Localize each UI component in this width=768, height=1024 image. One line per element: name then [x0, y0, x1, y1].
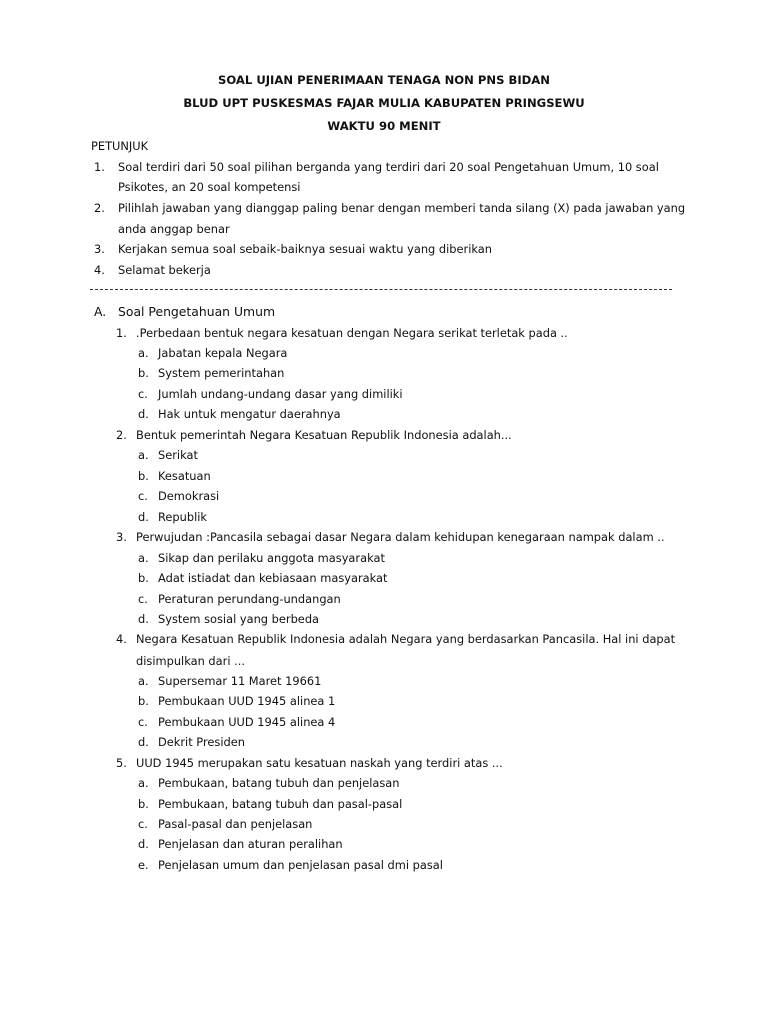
option-text: Demokrasi	[158, 489, 220, 503]
option-letter: b.	[138, 797, 149, 811]
option-text: Pembukaan, batang tubuh dan penjelasan	[158, 776, 400, 790]
petunjuk-number: 1.	[94, 160, 105, 174]
option-text: Pembukaan UUD 1945 alinea 4	[158, 715, 336, 729]
option-letter: a.	[138, 346, 149, 360]
question-text: Bentuk pemerintah Negara Kesatuan Republik Indonesia adalah...	[136, 428, 512, 442]
question-number: 2.	[116, 428, 127, 442]
petunjuk-line: Pilihlah jawaban yang dianggap paling benar dengan memberi tanda silang (X) pada jawaban yang	[118, 201, 686, 215]
petunjuk-number: 3.	[94, 242, 105, 256]
option-text: Sikap dan perilaku anggota masyarakat	[158, 551, 385, 565]
option-text: Supersemar 11 Maret 19661	[158, 674, 322, 688]
option-letter: e.	[138, 858, 149, 872]
option-letter: c.	[138, 817, 148, 831]
question-text: Negara Kesatuan Republik Indonesia adalah Negara yang berdasarkan Pancasila. Hal ini dapat	[136, 632, 676, 646]
doc-title-line-1: SOAL UJIAN PENERIMAAN TENAGA NON PNS BIDAN	[218, 73, 550, 87]
question-number: 3.	[116, 530, 127, 544]
petunjuk-number: 2.	[94, 201, 105, 215]
section-letter: A.	[94, 304, 107, 319]
option-text: Jabatan kepala Negara	[158, 346, 288, 360]
option-letter: a.	[138, 674, 149, 688]
doc-title-line-2: BLUD UPT PUSKESMAS FAJAR MULIA KABUPATEN PRINGSEWU	[183, 96, 585, 110]
option-text: Dekrit Presiden	[158, 735, 245, 749]
option-text: Kesatuan	[158, 469, 211, 483]
section-title: Soal Pengetahuan Umum	[118, 304, 276, 319]
option-text: Republik	[158, 510, 208, 524]
petunjuk-heading: PETUNJUK	[91, 139, 149, 153]
petunjuk-line: Soal terdiri dari 50 soal pilihan berganda yang terdiri dari 20 soal Pengetahuan Umum, 10 soal	[118, 160, 659, 174]
petunjuk-line: Psikotes, an 20 soal kompetensi	[118, 180, 301, 194]
option-text: Pembukaan, batang tubuh dan pasal-pasal	[158, 797, 403, 811]
petunjuk-line: anda anggap benar	[118, 222, 230, 236]
option-letter: d.	[138, 510, 149, 524]
option-letter: c.	[138, 715, 148, 729]
option-letter: b.	[138, 571, 149, 585]
option-letter: b.	[138, 366, 149, 380]
question-text: Perwujudan :Pancasila sebagai dasar Negara dalam kehidupan kenegaraan nampak dalam ..	[136, 530, 665, 544]
question-number: 4.	[116, 632, 127, 646]
petunjuk-line: Kerjakan semua soal sebaik-baiknya sesuai waktu yang diberikan	[118, 242, 492, 256]
option-letter: c.	[138, 592, 148, 606]
option-text: Pembukaan UUD 1945 alinea 1	[158, 694, 336, 708]
option-letter: d.	[138, 407, 149, 421]
option-text: Adat istiadat dan kebiasaan masyarakat	[158, 571, 388, 585]
option-letter: c.	[138, 387, 148, 401]
option-letter: d.	[138, 735, 149, 749]
question-number: 1.	[116, 326, 127, 340]
option-letter: d.	[138, 612, 149, 626]
option-letter: a.	[138, 551, 149, 565]
option-text: Penjelasan dan aturan peralihan	[158, 837, 343, 851]
option-letter: b.	[138, 469, 149, 483]
question-text: UUD 1945 merupakan satu kesatuan naskah yang terdiri atas ...	[136, 756, 503, 770]
option-text: Pasal-pasal dan penjelasan	[158, 817, 313, 831]
question-text: disimpulkan dari ...	[136, 654, 245, 668]
option-text: System sosial yang berbeda	[158, 612, 320, 626]
option-letter: b.	[138, 694, 149, 708]
option-text: Serikat	[158, 448, 198, 462]
option-letter: c.	[138, 489, 148, 503]
petunjuk-line: Selamat bekerja	[118, 263, 211, 277]
dashed-divider	[90, 289, 672, 290]
option-letter: a.	[138, 776, 149, 790]
option-text: Penjelasan umum dan penjelasan pasal dmi pasal	[158, 858, 443, 872]
question-text: .Perbedaan bentuk negara kesatuan dengan Negara serikat terletak pada ..	[136, 326, 568, 340]
option-text: System pemerintahan	[158, 366, 285, 380]
option-text: Hak untuk mengatur daerahnya	[158, 407, 341, 421]
option-letter: a.	[138, 448, 149, 462]
question-number: 5.	[116, 756, 127, 770]
petunjuk-number: 4.	[94, 263, 105, 277]
option-letter: d.	[138, 837, 149, 851]
option-text: Jumlah undang-undang dasar yang dimiliki	[158, 387, 403, 401]
option-text: Peraturan perundang-undangan	[158, 592, 341, 606]
doc-title-line-3: WAKTU 90 MENIT	[327, 119, 441, 133]
